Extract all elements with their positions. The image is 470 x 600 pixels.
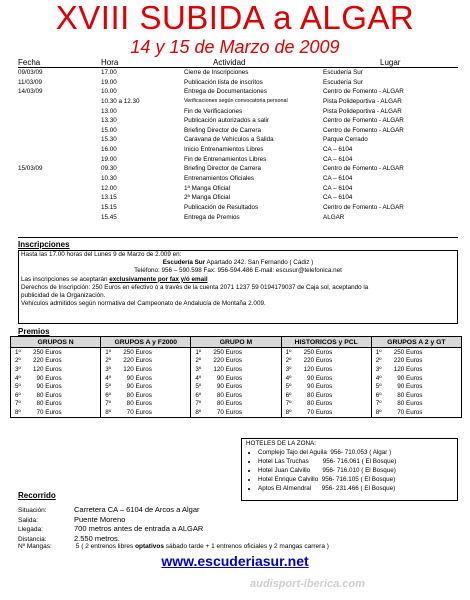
schedule-hora: 13.30 bbox=[101, 117, 117, 125]
premios-cell bbox=[11, 408, 101, 417]
premios-position: 4º bbox=[105, 374, 111, 382]
schedule-row bbox=[0, 164, 470, 174]
premios-amount: 80 Euros bbox=[303, 400, 333, 408]
premios-position: 2º bbox=[105, 357, 111, 365]
premios-position: 8º bbox=[375, 408, 382, 416]
premios-cell bbox=[281, 348, 371, 357]
premios-cell bbox=[281, 374, 371, 383]
premios-amount: 70 Euros bbox=[33, 408, 62, 416]
schedule-table bbox=[0, 68, 470, 222]
hotel-item: • Hotel Enrique Calvillo 956- 716.105 ( El Bosque) bbox=[258, 475, 457, 484]
premios-position: 3º bbox=[285, 365, 292, 373]
schedule-row bbox=[0, 135, 470, 145]
premios-amount: 90 Euros bbox=[393, 383, 423, 391]
inscripciones-fee: Derechos de Inscripción: 250 Euros en efectivo ó a través de la cuenta 2071 1237 59 0194179037 de Caja sol, aceptando la bbox=[21, 283, 369, 291]
premios-cell bbox=[11, 391, 101, 400]
premios-cell bbox=[371, 365, 461, 374]
premios-position: 1º bbox=[285, 348, 292, 356]
recorrido-value: Puente Moreno bbox=[74, 514, 126, 524]
premios-position: 2º bbox=[375, 357, 382, 365]
schedule-hora: 19.00 bbox=[101, 78, 117, 86]
premios-position: 1º bbox=[15, 348, 21, 356]
schedule-row bbox=[0, 174, 470, 184]
schedule-actividad: Entrega de Documentaciones bbox=[184, 88, 267, 96]
premios-amount: 220 Euros bbox=[213, 357, 243, 365]
premios-amount: 80 Euros bbox=[33, 400, 62, 408]
schedule-row bbox=[0, 213, 470, 223]
inscripciones-method bbox=[19, 276, 457, 284]
page-title: XVIII SUBIDA a ALGAR bbox=[55, 0, 415, 36]
schedule-actividad: Publicación lista de inscritos bbox=[184, 78, 263, 86]
premios-position: 8º bbox=[15, 408, 21, 416]
premios-amount: 70 Euros bbox=[123, 408, 152, 416]
schedule-lugar: Centro de Fomento - ALGAR bbox=[323, 126, 404, 134]
premios-cell bbox=[191, 400, 281, 409]
schedule-row bbox=[0, 184, 470, 194]
schedule-hora: 19.00 bbox=[101, 155, 117, 163]
premios-amount: 80 Euros bbox=[213, 400, 243, 408]
premios-cell bbox=[11, 382, 101, 391]
premios-row bbox=[11, 348, 462, 357]
premios-row bbox=[11, 400, 462, 409]
hotel-item: • Hotel Juan Calvillo 956- 716.010 ( El Bosque) bbox=[258, 466, 457, 475]
recorrido-row bbox=[18, 505, 200, 514]
premios-position: 3º bbox=[105, 365, 111, 373]
premios-position: 1º bbox=[195, 348, 202, 356]
premios-cell bbox=[191, 365, 281, 374]
premios-cell bbox=[281, 391, 371, 400]
schedule-hora: 12.00 bbox=[101, 184, 117, 192]
premios-cell bbox=[281, 382, 371, 391]
premios-amount: 120 Euros bbox=[213, 365, 243, 373]
premios-group-header: HISTORICOS y PCL bbox=[281, 337, 371, 348]
schedule-lugar: Pista Polideportiva - ALGAR bbox=[323, 97, 402, 105]
premios-row bbox=[11, 382, 462, 391]
premios-amount: 90 Euros bbox=[393, 374, 423, 382]
premios-cell bbox=[281, 408, 371, 417]
premios-cell bbox=[101, 348, 191, 357]
premios-amount: 250 Euros bbox=[123, 348, 152, 356]
schedule-actividad: Verificaciones según convocatoria personal bbox=[184, 97, 288, 104]
premios-position: 2º bbox=[195, 357, 202, 365]
premios-cell bbox=[191, 357, 281, 366]
premios-row bbox=[11, 408, 462, 417]
schedule-row bbox=[0, 145, 470, 155]
premios-position: 7º bbox=[15, 400, 21, 408]
schedule-row bbox=[0, 97, 470, 107]
schedule-hora: 16.00 bbox=[101, 146, 117, 154]
premios-amount: 90 Euros bbox=[213, 374, 243, 382]
premios-amount: 250 Euros bbox=[303, 348, 333, 356]
premios-position: 4º bbox=[285, 374, 292, 382]
premios-cell bbox=[371, 391, 461, 400]
premios-row bbox=[11, 391, 462, 400]
premios-position: 7º bbox=[285, 400, 292, 408]
premios-cell bbox=[281, 365, 371, 374]
premios-cell bbox=[371, 357, 461, 366]
header-lugar: Lugar bbox=[380, 58, 401, 67]
premios-position: 6º bbox=[285, 391, 292, 399]
schedule-fecha: 15/03/09 bbox=[18, 165, 43, 173]
premios-cell bbox=[371, 408, 461, 417]
premios-position: 5º bbox=[285, 383, 292, 391]
premios-table bbox=[10, 336, 462, 418]
premios-cell bbox=[11, 348, 101, 357]
inscripciones-method-text: Las inscripciones se aceptarán bbox=[21, 275, 110, 283]
premios-amount: 90 Euros bbox=[33, 383, 62, 391]
schedule-lugar: Centro de Fomento - ALGAR bbox=[323, 117, 404, 125]
premios-amount: 220 Euros bbox=[123, 357, 152, 365]
hotel-item: • Hotel Las Truchas 956- 716.061 ( El Bosque) bbox=[258, 457, 457, 466]
recorrido-mangas bbox=[18, 543, 329, 550]
premios-table-wrap bbox=[10, 336, 462, 418]
inscripciones-method-bold: exclusivamente por fax y/ó email bbox=[109, 275, 208, 283]
recorrido-value: Carretera CA – 6104 de Arcos a Algar bbox=[74, 505, 200, 514]
premios-position: 3º bbox=[15, 365, 21, 373]
schedule-actividad: Fin de Entrenamientos Libres bbox=[184, 155, 267, 163]
premios-amount: 80 Euros bbox=[303, 391, 333, 399]
schedule-hora: 15.30 bbox=[101, 136, 117, 144]
premios-amount: 80 Euros bbox=[393, 400, 423, 408]
premios-amount: 250 Euros bbox=[33, 348, 62, 356]
premios-position: 7º bbox=[105, 400, 111, 408]
premios-position: 8º bbox=[105, 408, 111, 416]
schedule-fecha: 14/03/09 bbox=[18, 88, 43, 96]
premios-position: 3º bbox=[375, 365, 382, 373]
premios-cell bbox=[101, 408, 191, 417]
mangas-text-b: sábado tarde + 1 entrenos oficiales y 2 mangas carrera ) bbox=[163, 543, 329, 550]
premios-position: 6º bbox=[105, 391, 111, 399]
premios-position: 4º bbox=[195, 374, 202, 382]
premios-amount: 80 Euros bbox=[213, 391, 243, 399]
club-address: Apartado 242. San Fernando ( Cádiz ) bbox=[205, 259, 314, 267]
recorrido-label: Salida: bbox=[18, 516, 38, 524]
inscripciones-deadline: Hasta las 17.00 horas del Lunes 9 de Marzo de 2.009 en: bbox=[21, 251, 182, 258]
premios-amount: 90 Euros bbox=[33, 374, 62, 382]
schedule-actividad: Publicación autorizados a salir bbox=[184, 117, 270, 125]
schedule-lugar: CA – 6104 bbox=[323, 146, 353, 154]
watermark: audisport-iberica.com bbox=[250, 578, 365, 590]
premios-group-header: GRUPOS A 2 y GT bbox=[371, 337, 461, 348]
premios-cell bbox=[101, 357, 191, 366]
header-actividad: Actividad bbox=[213, 58, 246, 67]
schedule-actividad: Inicio Entrenamientos Libres bbox=[184, 146, 264, 154]
schedule-row bbox=[0, 155, 470, 165]
premios-amount: 220 Euros bbox=[303, 357, 333, 365]
premios-amount: 220 Euros bbox=[393, 357, 423, 365]
premios-position: 7º bbox=[375, 400, 382, 408]
schedule-row bbox=[0, 87, 470, 97]
premios-amount: 80 Euros bbox=[393, 391, 423, 399]
schedule-hora: 10.30 a 12.30 bbox=[101, 97, 140, 105]
inscripciones-address bbox=[19, 259, 457, 267]
premios-position: 8º bbox=[195, 408, 202, 416]
schedule-row bbox=[0, 78, 470, 88]
premios-cell bbox=[371, 400, 461, 409]
premios-position: 5º bbox=[195, 383, 202, 391]
schedule-row bbox=[0, 203, 470, 213]
schedule-lugar: CA – 6104 bbox=[323, 194, 353, 202]
premios-amount: 80 Euros bbox=[123, 400, 152, 408]
schedule-lugar: Parque Cerrado bbox=[323, 136, 368, 144]
schedule-actividad: Fin de Verificaciones bbox=[184, 107, 243, 115]
premios-cell bbox=[11, 374, 101, 383]
hoteles-heading: HOTELES DE LA ZONA: bbox=[246, 440, 316, 447]
premios-cell bbox=[11, 357, 101, 366]
premios-cell bbox=[191, 348, 281, 357]
schedule-actividad: Briefing Director de Carrera bbox=[184, 126, 261, 134]
premios-cell bbox=[11, 365, 101, 374]
recorrido-value: 2.550 metros. bbox=[74, 533, 120, 543]
schedule-lugar: CA – 6104 bbox=[323, 155, 353, 163]
premios-cell bbox=[101, 365, 191, 374]
premios-group-header: GRUPOS N bbox=[11, 337, 101, 348]
premios-amount: 80 Euros bbox=[123, 391, 152, 399]
premios-heading: Premios bbox=[18, 327, 50, 336]
schedule-lugar: Escudería Sur bbox=[323, 69, 363, 76]
premios-cell bbox=[191, 391, 281, 400]
schedule-actividad: 2ª Manga Oficial bbox=[184, 194, 231, 202]
schedule-hora: 09.30 bbox=[101, 165, 117, 173]
schedule-hora: 15.00 bbox=[101, 126, 117, 134]
premios-position: 1º bbox=[375, 348, 382, 356]
recorrido-label: Situación: bbox=[18, 507, 47, 514]
premios-amount: 120 Euros bbox=[33, 365, 62, 373]
premios-amount: 70 Euros bbox=[213, 408, 243, 416]
premios-cell bbox=[101, 400, 191, 409]
event-dates: 14 y 15 de Marzo de 2009 bbox=[130, 37, 340, 57]
schedule-lugar: CA – 6104 bbox=[323, 175, 353, 183]
premios-position: 2º bbox=[15, 357, 21, 365]
schedule-hora: 13.00 bbox=[101, 107, 117, 115]
premios-group-header: GRUPO M bbox=[191, 337, 281, 348]
premios-row bbox=[11, 374, 462, 383]
schedule-lugar: Escudería Sur bbox=[323, 78, 363, 86]
premios-amount: 120 Euros bbox=[303, 365, 333, 373]
schedule-row bbox=[0, 68, 470, 78]
hoteles-box bbox=[241, 438, 458, 501]
recorrido-row bbox=[18, 524, 203, 533]
schedule-actividad: Caravana de Vehículos a Salida bbox=[184, 136, 274, 144]
premios-position: 5º bbox=[375, 383, 382, 391]
premios-amount: 90 Euros bbox=[303, 374, 333, 382]
recorrido-row bbox=[18, 515, 125, 524]
premios-cell bbox=[191, 382, 281, 391]
header-fecha: Fecha bbox=[18, 58, 41, 67]
schedule-lugar: CA – 6104 bbox=[323, 184, 353, 192]
premios-cell bbox=[281, 357, 371, 366]
hotel-item: • Aptos El Almendral 956- 231.466 ( El Bosque) bbox=[258, 484, 457, 493]
schedule-lugar: Centro de Fomento - ALGAR bbox=[323, 165, 404, 173]
premios-position: 1º bbox=[105, 348, 111, 356]
premios-position: 5º bbox=[15, 383, 21, 391]
premios-cell bbox=[371, 348, 461, 357]
schedule-fecha: 11/03/09 bbox=[18, 78, 43, 86]
recorrido-label: Distancia: bbox=[18, 535, 47, 543]
premios-cell bbox=[371, 382, 461, 391]
schedule-hora: 10.00 bbox=[101, 88, 117, 96]
schedule-actividad: 1ª Manga Oficial bbox=[184, 184, 231, 192]
premios-amount: 90 Euros bbox=[123, 383, 152, 391]
premios-amount: 90 Euros bbox=[213, 383, 243, 391]
premios-cell bbox=[191, 374, 281, 383]
premios-amount: 120 Euros bbox=[393, 365, 423, 373]
schedule-actividad: Publicación de Resultados bbox=[184, 203, 259, 211]
premios-amount: 80 Euros bbox=[33, 391, 62, 399]
mangas-bold: optativos bbox=[135, 543, 164, 550]
schedule-fecha: 09/03/09 bbox=[18, 69, 43, 76]
schedule-lugar: ALGAR bbox=[323, 213, 345, 221]
schedule-actividad: Entrega de Premios bbox=[184, 213, 240, 221]
schedule-lugar: Pista Polideportiva - ALGAR bbox=[323, 107, 402, 115]
inscripciones-box bbox=[18, 250, 458, 324]
premios-position: 8º bbox=[285, 408, 292, 416]
premios-position: 6º bbox=[195, 391, 202, 399]
schedule-hora: 13.15 bbox=[101, 194, 117, 202]
premios-position: 6º bbox=[375, 391, 382, 399]
recorrido-row bbox=[18, 534, 120, 543]
premios-row bbox=[11, 365, 462, 374]
inscripciones-heading: Inscripciones bbox=[18, 240, 70, 249]
schedule-lugar: Centro de Fomento - ALGAR bbox=[323, 88, 404, 96]
premios-cell bbox=[101, 374, 191, 383]
premios-cell bbox=[191, 408, 281, 417]
premios-amount: 120 Euros bbox=[123, 365, 152, 373]
schedule-hora: 15.45 bbox=[101, 213, 117, 221]
schedule-lugar: Centro de Fomento - ALGAR bbox=[323, 203, 404, 211]
recorrido-value: 700 metros antes de entrada a ALGAR bbox=[74, 524, 204, 533]
premios-cell bbox=[101, 391, 191, 400]
premios-cell bbox=[11, 400, 101, 409]
premios-amount: 250 Euros bbox=[393, 348, 423, 356]
premios-position: 4º bbox=[15, 374, 21, 382]
recorrido-label: Llegada: bbox=[18, 526, 43, 533]
inscripciones-contact: Teléfono: 956 – 590.598 Fax: 956-594.486 E-mail: escusur@telefonica.net bbox=[134, 267, 342, 275]
schedule-actividad: Cierre de Inscripciones bbox=[184, 69, 249, 76]
mangas-label: Nº Mangas: bbox=[18, 543, 52, 550]
premios-position: 2º bbox=[285, 357, 292, 365]
premios-amount: 90 Euros bbox=[303, 383, 333, 391]
hoteles-list bbox=[242, 448, 457, 493]
premios-cell bbox=[281, 400, 371, 409]
premios-amount: 90 Euros bbox=[123, 374, 152, 382]
recorrido-heading: Recorrido bbox=[18, 491, 56, 500]
hotel-item: • Complejo Tajo del Aguila 956- 710.053 ( Algar ) bbox=[258, 448, 457, 457]
premios-position: 6º bbox=[15, 391, 21, 399]
inscripciones-vehicles: Vehículos admitidos según normativa del Campeonato de Andalucía de Montaña 2.009. bbox=[21, 300, 266, 308]
website-link[interactable]: www.escuderiasur.net bbox=[161, 553, 309, 569]
mangas-text-a: 5 ( 2 entrenos libres bbox=[74, 543, 136, 550]
premios-position: 7º bbox=[195, 400, 202, 408]
premios-position: 4º bbox=[375, 374, 382, 382]
schedule-actividad: Briefing Director de Carrera bbox=[184, 165, 261, 173]
premios-amount: 70 Euros bbox=[393, 408, 423, 416]
premios-row bbox=[11, 357, 462, 366]
schedule-divider bbox=[18, 237, 458, 238]
club-name: Escudería Sur bbox=[162, 259, 206, 267]
schedule-hora: 10.30 bbox=[101, 175, 117, 183]
schedule-row bbox=[0, 116, 470, 126]
schedule-hora: 15.15 bbox=[101, 203, 117, 211]
schedule-row bbox=[0, 126, 470, 136]
premios-cell bbox=[101, 382, 191, 391]
schedule-row bbox=[0, 107, 470, 117]
schedule-actividad: Entrenamientos Oficiales bbox=[184, 175, 254, 183]
schedule-row bbox=[0, 193, 470, 203]
premios-group-header: GRUPOS A y F2000 bbox=[101, 337, 191, 348]
premios-position: 5º bbox=[105, 383, 111, 391]
premios-amount: 70 Euros bbox=[303, 408, 333, 416]
premios-cell bbox=[371, 374, 461, 383]
premios-position: 3º bbox=[195, 365, 202, 373]
inscripciones-publicity: publicidad de la Organización. bbox=[21, 292, 106, 300]
premios-amount: 220 Euros bbox=[33, 357, 62, 365]
schedule-hora: 17.00 bbox=[101, 69, 117, 76]
premios-amount: 250 Euros bbox=[213, 348, 243, 356]
header-hora: Hora bbox=[101, 58, 119, 67]
